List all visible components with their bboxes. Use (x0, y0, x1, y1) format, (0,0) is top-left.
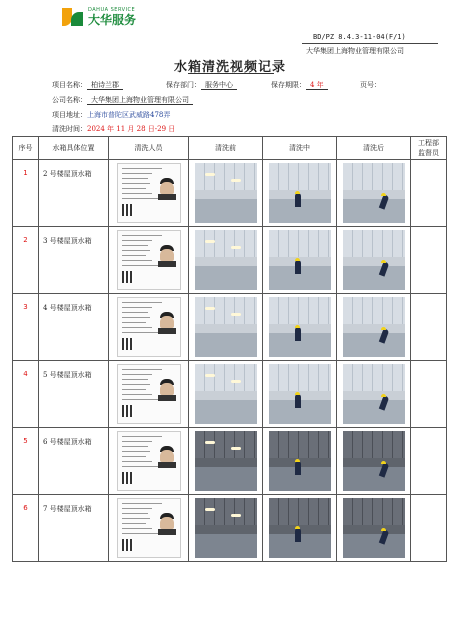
keep-value: 4 年 (306, 81, 328, 90)
before-photo (195, 431, 257, 491)
qr-code-icon (122, 204, 134, 216)
after-photo (343, 498, 405, 558)
header-before: 清洗前 (189, 137, 263, 160)
qr-code-icon (122, 472, 134, 484)
header-seq: 序号 (13, 137, 39, 160)
qr-code-icon (122, 539, 134, 551)
header-location: 水箱具体位置 (39, 137, 109, 160)
during-photo (269, 431, 331, 491)
header-during: 清洗中 (263, 137, 337, 160)
after-photo (343, 163, 405, 223)
table-row (13, 227, 447, 294)
staff-certificate (117, 364, 181, 424)
header-supervisor: 工程部 监督员 (411, 137, 447, 160)
info-company: 公司名称： 大华集团上海物业管理有限公司 (52, 95, 193, 105)
row-seq: 6 (13, 495, 39, 562)
info-project: 项目名称： 柏诗兰郡 (52, 80, 123, 90)
company-logo (62, 6, 136, 28)
row-location: 5 号楼屋顶水箱 (39, 361, 109, 428)
dept-value: 服务中心 (201, 81, 237, 90)
info-dept: 保存部门： 服务中心 (166, 80, 237, 90)
document-code: BD/PZ 8.4.3-11-04(F/1) (313, 33, 406, 41)
header-after: 清洗后 (337, 137, 411, 160)
during-photo (269, 230, 331, 290)
info-keep: 保存期限： 4 年 (271, 80, 328, 90)
project-value: 柏诗兰郡 (87, 81, 123, 90)
page-title: 水箱清洗视频记录 (173, 60, 286, 75)
before-photo (195, 364, 257, 424)
after-photo (343, 297, 405, 357)
staff-certificate (117, 498, 181, 558)
table-row (13, 361, 447, 428)
cleaning-record-table (12, 136, 447, 562)
row-location: 7 号楼屋顶水箱 (39, 495, 109, 562)
info-address: 项目地址：上海市普陀区武威路478弄 (52, 111, 171, 119)
after-photo (343, 364, 405, 424)
info-page: 页号： (360, 81, 381, 89)
after-photo (343, 431, 405, 491)
address-value: 上海市普陀区武威路478弄 (87, 111, 171, 119)
staff-certificate (117, 297, 181, 357)
row-seq: 2 (13, 227, 39, 294)
qr-code-icon (122, 405, 134, 417)
row-seq: 3 (13, 294, 39, 361)
during-photo (269, 297, 331, 357)
after-photo (343, 230, 405, 290)
table-row (13, 160, 447, 227)
row-location: 2 号楼屋顶水箱 (39, 160, 109, 227)
logo-chinese: 大华服务 (88, 13, 137, 27)
table-row (13, 294, 447, 361)
during-photo (269, 163, 331, 223)
row-seq: 5 (13, 428, 39, 495)
before-photo (195, 230, 257, 290)
table-row (13, 428, 447, 495)
during-photo (269, 364, 331, 424)
during-photo (269, 498, 331, 558)
before-photo (195, 297, 257, 357)
row-supervisor (411, 294, 447, 361)
row-supervisor (411, 160, 447, 227)
company-value: 大华集团上海物业管理有限公司 (87, 96, 193, 105)
before-photo (195, 163, 257, 223)
row-location: 3 号楼屋顶水箱 (39, 227, 109, 294)
logo-icon (62, 6, 84, 28)
row-supervisor (411, 495, 447, 562)
staff-certificate (117, 163, 181, 223)
row-supervisor (411, 428, 447, 495)
staff-certificate (117, 230, 181, 290)
header-staff: 清洗人员 (109, 137, 189, 160)
title-underline (188, 73, 274, 74)
qr-code-icon (122, 271, 134, 283)
table-row (13, 495, 447, 562)
info-time: 清洗时间：2024 年 11 月 28 日-29 日 (52, 125, 176, 133)
row-seq: 1 (13, 160, 39, 227)
header-rule (302, 43, 438, 44)
staff-certificate (117, 431, 181, 491)
time-value: 2024 年 11 月 28 日-29 日 (87, 125, 176, 133)
before-photo (195, 498, 257, 558)
qr-code-icon (122, 338, 134, 350)
logo-english: DAHUA SERVICE (88, 7, 136, 13)
row-location: 6 号楼屋顶水箱 (39, 428, 109, 495)
row-seq: 4 (13, 361, 39, 428)
document-owner: 大华集团上海物业管理有限公司 (306, 47, 404, 55)
row-supervisor (411, 361, 447, 428)
row-supervisor (411, 227, 447, 294)
row-location: 4 号楼屋顶水箱 (39, 294, 109, 361)
